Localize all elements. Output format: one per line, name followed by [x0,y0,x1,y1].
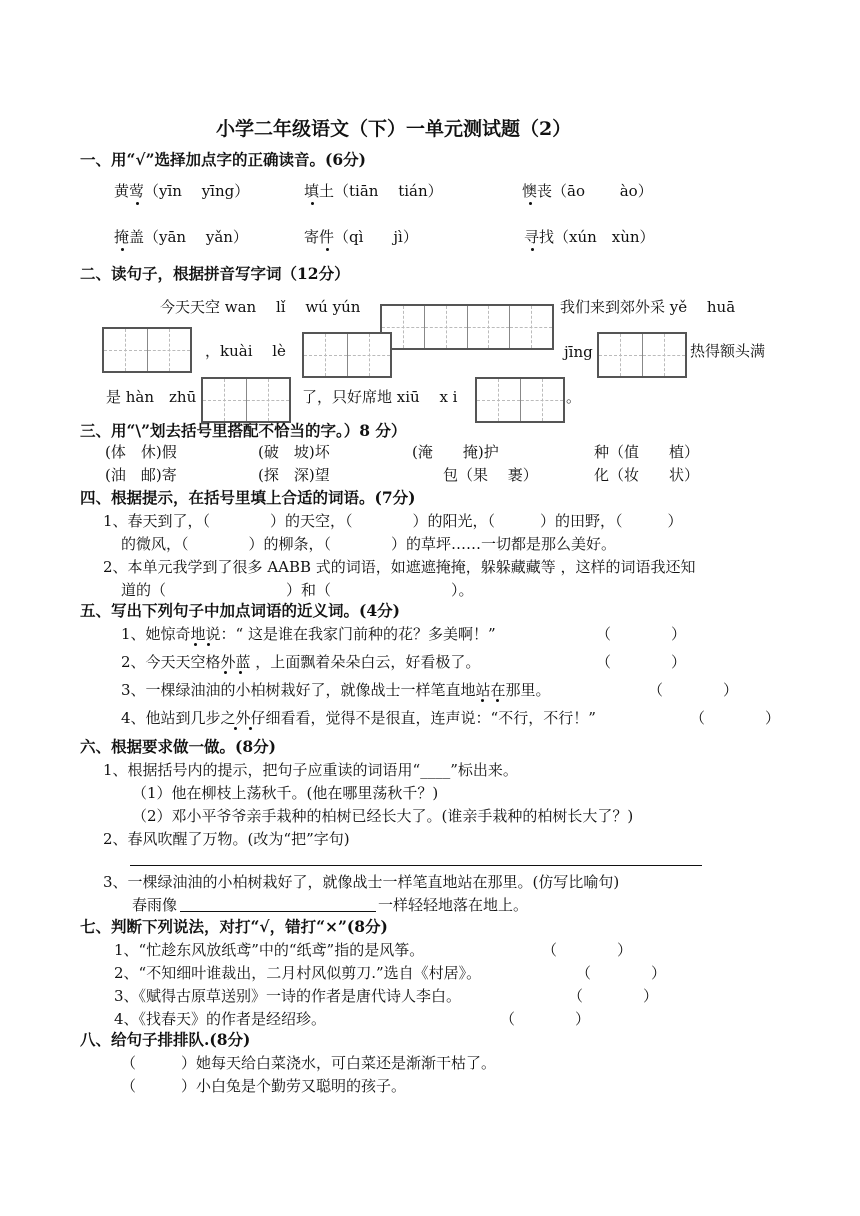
emphasis-dot [136,202,139,205]
s6-line-1: 1、根据括号内的提示，把句子应重读的词语用“____”标出来。 [103,761,518,779]
s7-answer-4[interactable]: （ ） [500,1010,591,1028]
emphasis-dot [311,202,314,205]
s6-answer-line[interactable] [130,865,702,866]
s7-answer-2[interactable]: （ ） [576,964,667,982]
emphasis-dot [481,699,484,702]
s5-answer-2[interactable]: （ ） [596,653,687,671]
s2-line1-a: 今天天空 wan lǐ wú yún [160,298,361,316]
emphasis-dot [224,671,227,674]
s5-answer-1[interactable]: （ ） [596,625,687,643]
s2-line3-a: 是 hàn zhū [106,388,197,406]
s5-answer-3[interactable]: （ ） [648,681,739,699]
s5-question-3: 3、一棵绿油油的小柏树栽好了，就像战士一样笔直地站在那里。 [121,681,551,699]
section-5-heading: 五、写出下列句子中加点词语的近义词。(4分) [80,601,400,620]
writing-grid-1[interactable] [380,304,554,350]
s6-simile-blank[interactable] [180,911,376,912]
s4-line-1: 1、春天到了，（ ）的天空，（ ）的阳光，（ ）的田野，（ ） [103,512,683,530]
s6-line-3: （2）邓小平爷爷亲手栽种的柏树已经长大了。(谁亲手栽种的柏树长大了？) [132,807,634,825]
emphasis-dot [239,671,242,674]
s3-r1-c4: 种（值 植） [594,443,700,461]
section-8-heading: 八、给句子排排队.(8分) [80,1030,251,1049]
s1-item-3: 懊丧（āo ào） [522,182,653,200]
s1-item-1: 黄莺（yīn yīng） [114,182,250,200]
s2-line2-a: ，kuài lè [205,342,286,360]
s4-line-3: 2、本单元我学到了很多 AABB 式的词语，如遮遮掩掩，躲躲藏藏等 ，这样的词语我还知 [103,558,696,576]
s6-line-4: 2、春风吹醒了万物。(改为“把”字句) [103,830,350,848]
writing-grid-3[interactable] [302,332,392,378]
emphasis-dot [496,699,499,702]
s3-r2-c4: 化（妆 状） [594,466,700,484]
page-title: 小学二年级语文（下）一单元测试题（2） [216,118,572,140]
section-3-heading: 三、用“\”划去括号里搭配不恰当的字。）8 分） [80,421,407,440]
s6-line-6-b: 一样轻轻地落在地上。 [378,896,529,914]
s3-r2-c3: 包（果 裹） [443,466,538,484]
s7-question-4: 4、《找春天》的作者是经绍珍。 [114,1010,327,1028]
s2-line3-c: 。 [566,388,582,406]
emphasis-dot [326,248,329,251]
writing-grid-5[interactable] [201,377,291,423]
s7-answer-1[interactable]: （ ） [542,941,633,959]
s5-answer-4[interactable]: （ ） [690,709,781,727]
section-4-heading: 四、根据提示，在括号里填上合适的词语。(7分) [80,488,416,507]
section-6-heading: 六、根据要求做一做。(8分) [80,737,276,756]
s4-line-4: 道的（ ）和（ ）。 [121,581,474,599]
s2-line1-b: 我们来到郊外采 yě huā [560,298,736,316]
emphasis-dot [207,643,210,646]
s1-item-2: 填土（tiān tián） [304,182,443,200]
s5-question-2: 2、今天天空格外蓝 ，上面飘着朵朵白云，好看极了。 [121,653,481,671]
s7-question-2: 2、“不知细叶谁裁出，二月村风似剪刀.”选自《村居》。 [114,964,482,982]
emphasis-dot [529,202,532,205]
s3-r1-c3: (淹 掩)护 [412,443,499,461]
s8-sentence-1: （ ）她每天给白菜浇水，可白菜还是渐渐干枯了。 [121,1054,497,1072]
writing-grid-6[interactable] [475,377,565,423]
emphasis-dot [234,727,237,730]
s8-sentence-2: （ ）小白兔是个勤劳又聪明的孩子。 [121,1077,407,1095]
s2-line3-b: 了，只好席地 xiū x i [302,388,458,406]
emphasis-dot [249,727,252,730]
s4-line-2: 的微风，（ ）的柳条，（ ）的草坪……一切都是那么美好。 [121,535,617,553]
s1-item-4: 掩盖（yān yǎn） [114,228,248,246]
s3-r2-c1: (油 邮)寄 [105,466,177,484]
s3-r1-c2: (破 坡)坏 [258,443,330,461]
emphasis-dot [194,643,197,646]
s6-line-5: 3、一棵绿油油的小柏树栽好了，就像战士一样笔直地站在那里。(仿写比喻句) [103,873,620,891]
section-1-heading: 一、用“√”选择加点字的正确读音。(6分) [80,150,366,169]
section-2-heading: 二、读句子，根据拼音写字词（12分） [80,264,350,283]
s7-answer-3[interactable]: （ ） [568,987,659,1005]
section-7-heading: 七、判断下列说法，对打“√，错打“×”(8分) [80,917,388,936]
s5-question-4: 4、他站到几步之外仔细看看，觉得不是很直，连声说：“不行，不行！” [121,709,596,727]
writing-grid-4[interactable] [597,332,687,378]
s6-line-2: （1）他在柳枝上荡秋千。(他在哪里荡秋千？) [132,784,439,802]
writing-grid-2[interactable] [102,327,192,373]
s2-line2-b: jīng [564,343,593,361]
emphasis-dot [531,248,534,251]
s1-item-5: 寄件（qì jì） [304,228,418,246]
emphasis-dot [121,248,124,251]
s3-r2-c2: (探 深)望 [258,466,330,484]
s3-r1-c1: (体 休)假 [105,443,177,461]
s2-line2-c: 热得额头满 [690,342,766,360]
s1-item-6: 寻找（xún xùn） [524,228,655,246]
s6-line-6-a: 春雨像 [132,896,178,914]
s7-question-3: 3、《赋得古原草送别》一诗的作者是唐代诗人李白。 [114,987,462,1005]
s7-question-1: 1、“忙趁东风放纸鸢”中的“纸鸢”指的是风筝。 [114,941,425,959]
s5-question-1: 1、她惊奇地说：“ 这是谁在我家门前种的花？多美啊！” [121,625,496,643]
